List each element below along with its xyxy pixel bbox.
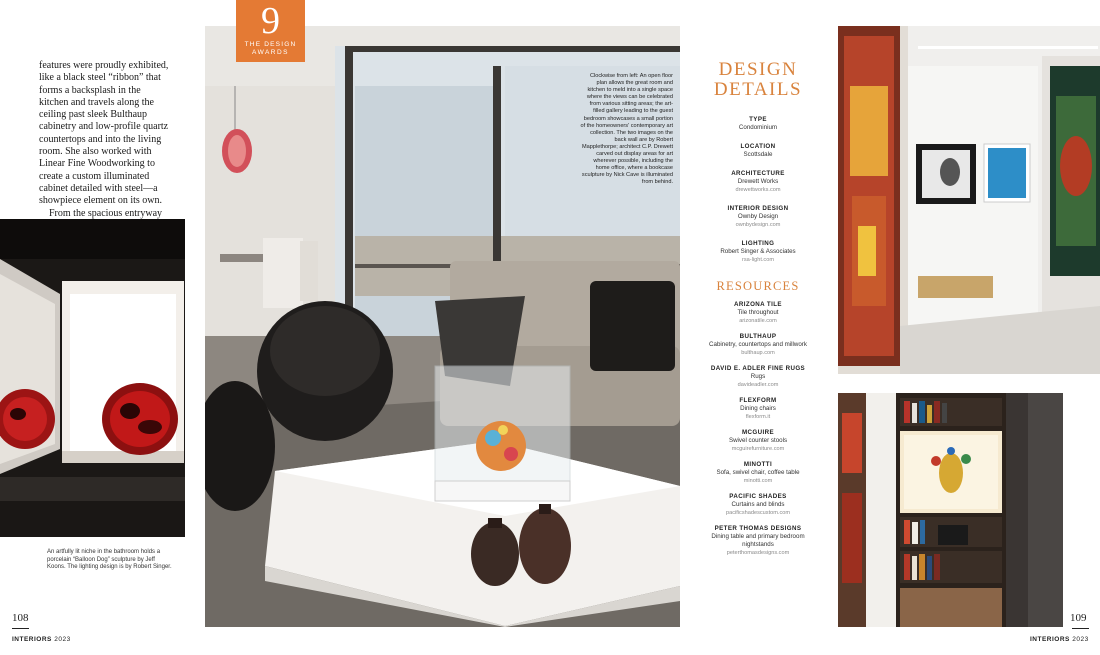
detail-value: Drewett Works bbox=[737, 178, 779, 185]
body-paragraph: features were proudly exhibited, like a black steel “ribbon” that forms a backsplash in the kitchen and travels along the ceiling past sleek Bulthaup cabinetry and low-profile quartz countertops and into the living room. She also worked with Linear Fine Woodworking to create a custom illuminated cabinet detailed with steel—a showpiece element on its own. bbox=[39, 60, 169, 207]
detail-item bbox=[700, 143, 816, 159]
resource-value: Rugs bbox=[750, 373, 766, 380]
page-number-left: 108 bbox=[12, 612, 29, 624]
detail-label: LOCATION bbox=[740, 143, 776, 150]
resource-value: Tile throughout bbox=[737, 309, 779, 316]
publication-year: 2023 bbox=[1072, 636, 1089, 643]
resource-url: mcguirefurniture.com bbox=[731, 446, 785, 452]
detail-value: Condominium bbox=[738, 124, 778, 131]
resource-label: ARIZONA TILE bbox=[734, 301, 782, 308]
badge-number: 9 bbox=[261, 0, 280, 42]
publication-year: 2023 bbox=[54, 636, 71, 643]
art-gallery-hallway-photo bbox=[838, 26, 1100, 374]
folio-rule bbox=[12, 628, 29, 629]
detail-item bbox=[700, 116, 816, 132]
resource-url: peterthomasdesigns.com bbox=[726, 550, 790, 556]
living-room-caption: Clockwise from left: An open floor plan allows the great room and kitchen to meld into a single space where the views can be celebrated from various sitting areas; the art-filled gallery leading to the guest bedroom showcases a small portion of the homeowners' contemporary art collection. The two images on the back wall are by Robert Mapplethorpe; architect C.P. Drewett carved out display areas for art wherever possible, including the home office, where a bookcase sculpture by Nick Cave is illuminated from behind. bbox=[580, 73, 673, 186]
bathroom-niche-photo bbox=[0, 219, 185, 537]
detail-item bbox=[700, 240, 816, 264]
home-office-bookcase-photo bbox=[838, 393, 1063, 627]
design-awards-badge bbox=[236, 0, 305, 62]
resource-label: BULTHAUP bbox=[739, 333, 777, 340]
details-list bbox=[700, 116, 816, 264]
design-details-title: DESIGN DETAILS bbox=[713, 59, 803, 100]
resource-item bbox=[700, 461, 816, 485]
resources-list bbox=[700, 301, 816, 557]
resource-item bbox=[700, 301, 816, 325]
detail-url: drewettworks.com bbox=[735, 187, 781, 193]
folio-rule bbox=[1072, 628, 1089, 629]
resource-item bbox=[700, 333, 816, 357]
resources-title: RESOURCES bbox=[716, 279, 800, 293]
resource-item bbox=[700, 365, 816, 389]
page-number-right: 109 bbox=[1070, 612, 1087, 624]
detail-label: LIGHTING bbox=[741, 240, 775, 247]
resource-label: MINOTTI bbox=[743, 461, 773, 468]
badge-line-one: THE DESIGN bbox=[244, 41, 297, 48]
resource-url: pacificshadescustom.com bbox=[725, 510, 791, 516]
body-paragraph: From the spacious entryway bbox=[49, 207, 163, 219]
resource-url: minotti.com bbox=[743, 478, 773, 484]
detail-item bbox=[700, 170, 816, 194]
resource-label: FLEXFORM bbox=[739, 397, 777, 404]
resource-item bbox=[700, 397, 816, 421]
detail-value: Ownby Design bbox=[737, 213, 779, 220]
resource-item bbox=[700, 429, 816, 453]
badge-line-two: AWARDS bbox=[251, 49, 290, 56]
resource-value: Cabinetry, countertops and millwork bbox=[709, 341, 807, 348]
resource-value: Sofa, swivel chair, coffee table bbox=[716, 469, 800, 476]
detail-label: INTERIOR DESIGN bbox=[727, 205, 789, 212]
detail-value: Scottsdale bbox=[743, 151, 773, 158]
resource-label: PACIFIC SHADES bbox=[729, 493, 787, 500]
resource-url: davideadler.com bbox=[737, 382, 779, 388]
detail-label: TYPE bbox=[749, 116, 767, 123]
resource-value: Dining table and primary bedroom nightstands bbox=[711, 533, 805, 548]
detail-label: ARCHITECTURE bbox=[731, 170, 785, 177]
design-details-column bbox=[700, 60, 816, 557]
detail-url: ownbydesign.com bbox=[735, 222, 781, 228]
resource-label: MCGUIRE bbox=[741, 429, 775, 436]
resource-item bbox=[700, 493, 816, 517]
resource-value: Curtains and blinds bbox=[731, 501, 785, 508]
detail-item bbox=[700, 205, 816, 229]
resource-url: arizonatile.com bbox=[739, 318, 777, 324]
detail-value: Robert Singer & Associates bbox=[720, 248, 796, 255]
running-footer-left bbox=[12, 636, 71, 643]
resource-url: flexform.it bbox=[745, 414, 771, 420]
resource-label: PETER THOMAS DESIGNS bbox=[714, 525, 802, 532]
detail-url: rsa-light.com bbox=[741, 257, 775, 263]
resource-value: Dining chairs bbox=[740, 405, 776, 412]
resource-value: Swivel counter stools bbox=[728, 437, 788, 444]
resource-url: bulthaup.com bbox=[741, 350, 775, 356]
running-footer-right bbox=[1030, 636, 1089, 643]
niche-caption: An artfully lit niche in the bathroom holds a porcelain “Balloon Dog” sculpture by Jeff Koons. The lighting design is by Robert Singer. bbox=[47, 549, 172, 570]
resource-item bbox=[700, 525, 816, 557]
publication-name: INTERIORS bbox=[1030, 636, 1070, 643]
publication-name: INTERIORS bbox=[12, 636, 52, 643]
resource-label: DAVID E. ADLER FINE RUGS bbox=[710, 365, 806, 372]
